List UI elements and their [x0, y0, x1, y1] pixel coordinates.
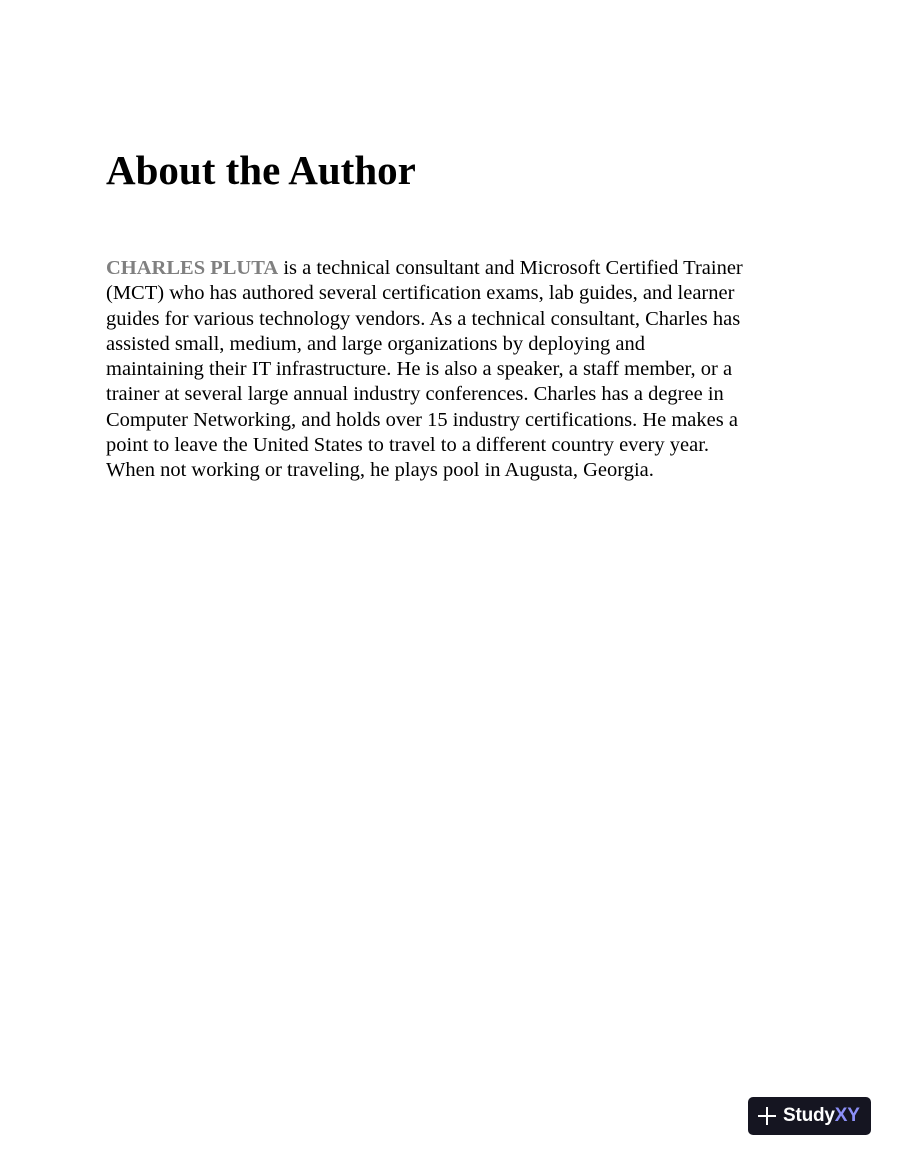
page-title: About the Author	[106, 147, 416, 193]
bio-line: maintaining their IT infrastructure. He is also a speaker, a staff member, or a	[106, 358, 733, 381]
bio-line: trainer at several large annual industry conferences. Charles has a degree in	[106, 383, 724, 406]
brand-main: Study	[783, 1105, 835, 1126]
author-name: CHARLES PLUTA	[106, 257, 279, 279]
bio-line: Computer Networking, and holds over 15 industry certifications. He makes a	[106, 408, 738, 431]
plus-icon	[757, 1106, 777, 1126]
studyxy-badge[interactable]	[748, 1097, 871, 1135]
bio-line: point to leave the United States to travel to a different country every year.	[106, 434, 710, 457]
bio-line: When not working or traveling, he plays pool in Augusta, Georgia.	[106, 459, 654, 482]
studyxy-logo	[783, 1105, 860, 1127]
bio-line: assisted small, medium, and large organizations by deploying and	[106, 332, 645, 355]
author-bio	[106, 256, 806, 484]
bio-line	[106, 256, 806, 281]
bio-line: (MCT) who has authored several certification exams, lab guides, and learner	[106, 282, 735, 305]
bio-line: guides for various technology vendors. As a technical consultant, Charles has	[106, 307, 741, 330]
bio-text: is a technical consultant and Microsoft Certified Trainer	[278, 257, 743, 279]
brand-accent: XY	[834, 1105, 860, 1126]
